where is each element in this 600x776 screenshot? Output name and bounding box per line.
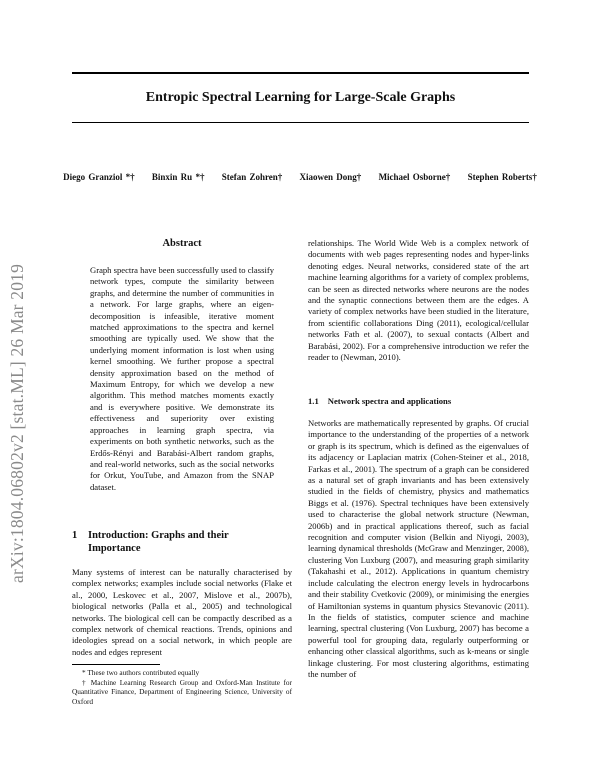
subsection-text [308, 418, 529, 680]
abstract-text: Graph spectra have been successfully used to classify network types, compute the similarity between graphs, and determine the number of communities in a network. For large graphs, where an eigen-decomposition is infeasible, iterative moment matched approximations to the spectra and kernel smoothing are typically used. We show that the underlying moment information is lost when using kernel smoothing. We further propose a spectral density approximation based on the method of Maximum Entropy, for which we develop a new algorithm. This method matches moments exactly and is everywhere positive. We demonstrate its effectiveness and superiority over existing approaches in learning graph spectra, via experiments on both synthetic networks, such as the Erdős-Rényi and Barabási-Albert random graphs, and real-world networks, such as the social networks for Orkut, YouTube, and Amazon from the SNAP dataset. [90, 265, 274, 492]
section-number: 1 [72, 530, 78, 541]
subsection-title: Network spectra and applications [327, 396, 452, 406]
paper-title: Entropic Spectral Learning for Large-Scale Graphs [145, 90, 456, 105]
author: Xiaowen Dong† [299, 172, 362, 182]
top-rule [72, 72, 529, 74]
author: Stephen Roberts† [467, 172, 537, 182]
author: Stefan Zohren† [221, 172, 283, 182]
paragraph: relationships. The World Wide Web is a complex network of documents with web pages representing nodes and hyper-links denoting edges. Neural networks, considered state of the art machine learning algorithms for a variety of complex problems, can be seen as directed networks where neurons are the nodes and the synaptic connections between them are the edges. A variety of complex networks have been studied in the literature, from scientific collaborations Ding (2011), ecological/cellular networks Fath et al. (2007), to sexual contacts (Albert and Barabási, 2002). For a comprehensive introduction we refer the reader to (Newman, 2010). [308, 238, 529, 363]
section-title: Introduction: Graphs and their Importance [88, 530, 229, 554]
subsection-number: 1.1 [308, 396, 319, 406]
author: Michael Osborne† [378, 172, 451, 182]
title-bottom-rule [72, 122, 529, 123]
right-column-text [308, 238, 529, 363]
author: Binxin Ru *† [151, 172, 205, 182]
introduction-text [72, 567, 292, 658]
subsection-heading [308, 396, 451, 406]
author-list [0, 172, 600, 182]
footnote-rule [72, 664, 160, 665]
footnotes [72, 668, 292, 706]
arxiv-stamp: arXiv:1804.06802v2 [stat.ML] 26 Mar 2019 [7, 263, 27, 583]
paragraph: Networks are mathematically represented by graphs. Of crucial importance to the understanding of the properties of a network or graph is its spectrum, which is defined as the eigenvalues of its adjacency or Laplacian matrix (Cohen-Steiner et al., 2018, Farkas et al., 2001). The spectrum of a graph can be considered as a natural set of graph invariants and has been extensively studied in the fields of chemistry, physics and mathematics Biggs et al. (1976). Spectral techniques have been extensively used to characterise the global network structure (Newman, 2006b) and in practical applications thereof, such as facial recognition and computer vision (Belkin and Niyogi, 2003), learning dynamical thresholds (McGraw and Menzinger, 2008), clustering Von Luxburg (2007), and measuring graph similarity (Takahashi et al., 2012). Applications in quantum chemistry include calculating the electron energy levels in hydrocarbons and their stability Cvetkovic (2009), or minimising the energies of Hamiltonian systems in quantum physics Stevanovic (2011). In the fields of statistics, computer science and machine learning, spectral clustering (Von Luxburg, 2007) has become a powerful tool for grouping data, regularly outperforming or enhancing other classical algorithms, such as k-means or single linkage clustering. For most clustering algorithms, estimating the number of [308, 418, 529, 679]
abstract-heading: Abstract [162, 238, 202, 249]
author: Diego Granziol *† [63, 172, 135, 182]
paragraph: Many systems of interest can be naturally characterised by complex networks; examples include social networks (Flake et al., 2000, Leskovec et al., 2007, Mislove et al., 2007b), biological networks (Palla et al., 2005) and technological networks. The biological cell can be compactly described as a complex network of chemical reactions. Trends, opinions and ideologies spread on a social network, in which people are nodes and edges represent [72, 567, 292, 657]
footnote: † Machine Learning Research Group and Oxford-Man Institute for Quantitative Finance, Department of Engineering Science, University of Oxford [72, 677, 292, 706]
footnote: * These two authors contributed equally [82, 668, 200, 677]
